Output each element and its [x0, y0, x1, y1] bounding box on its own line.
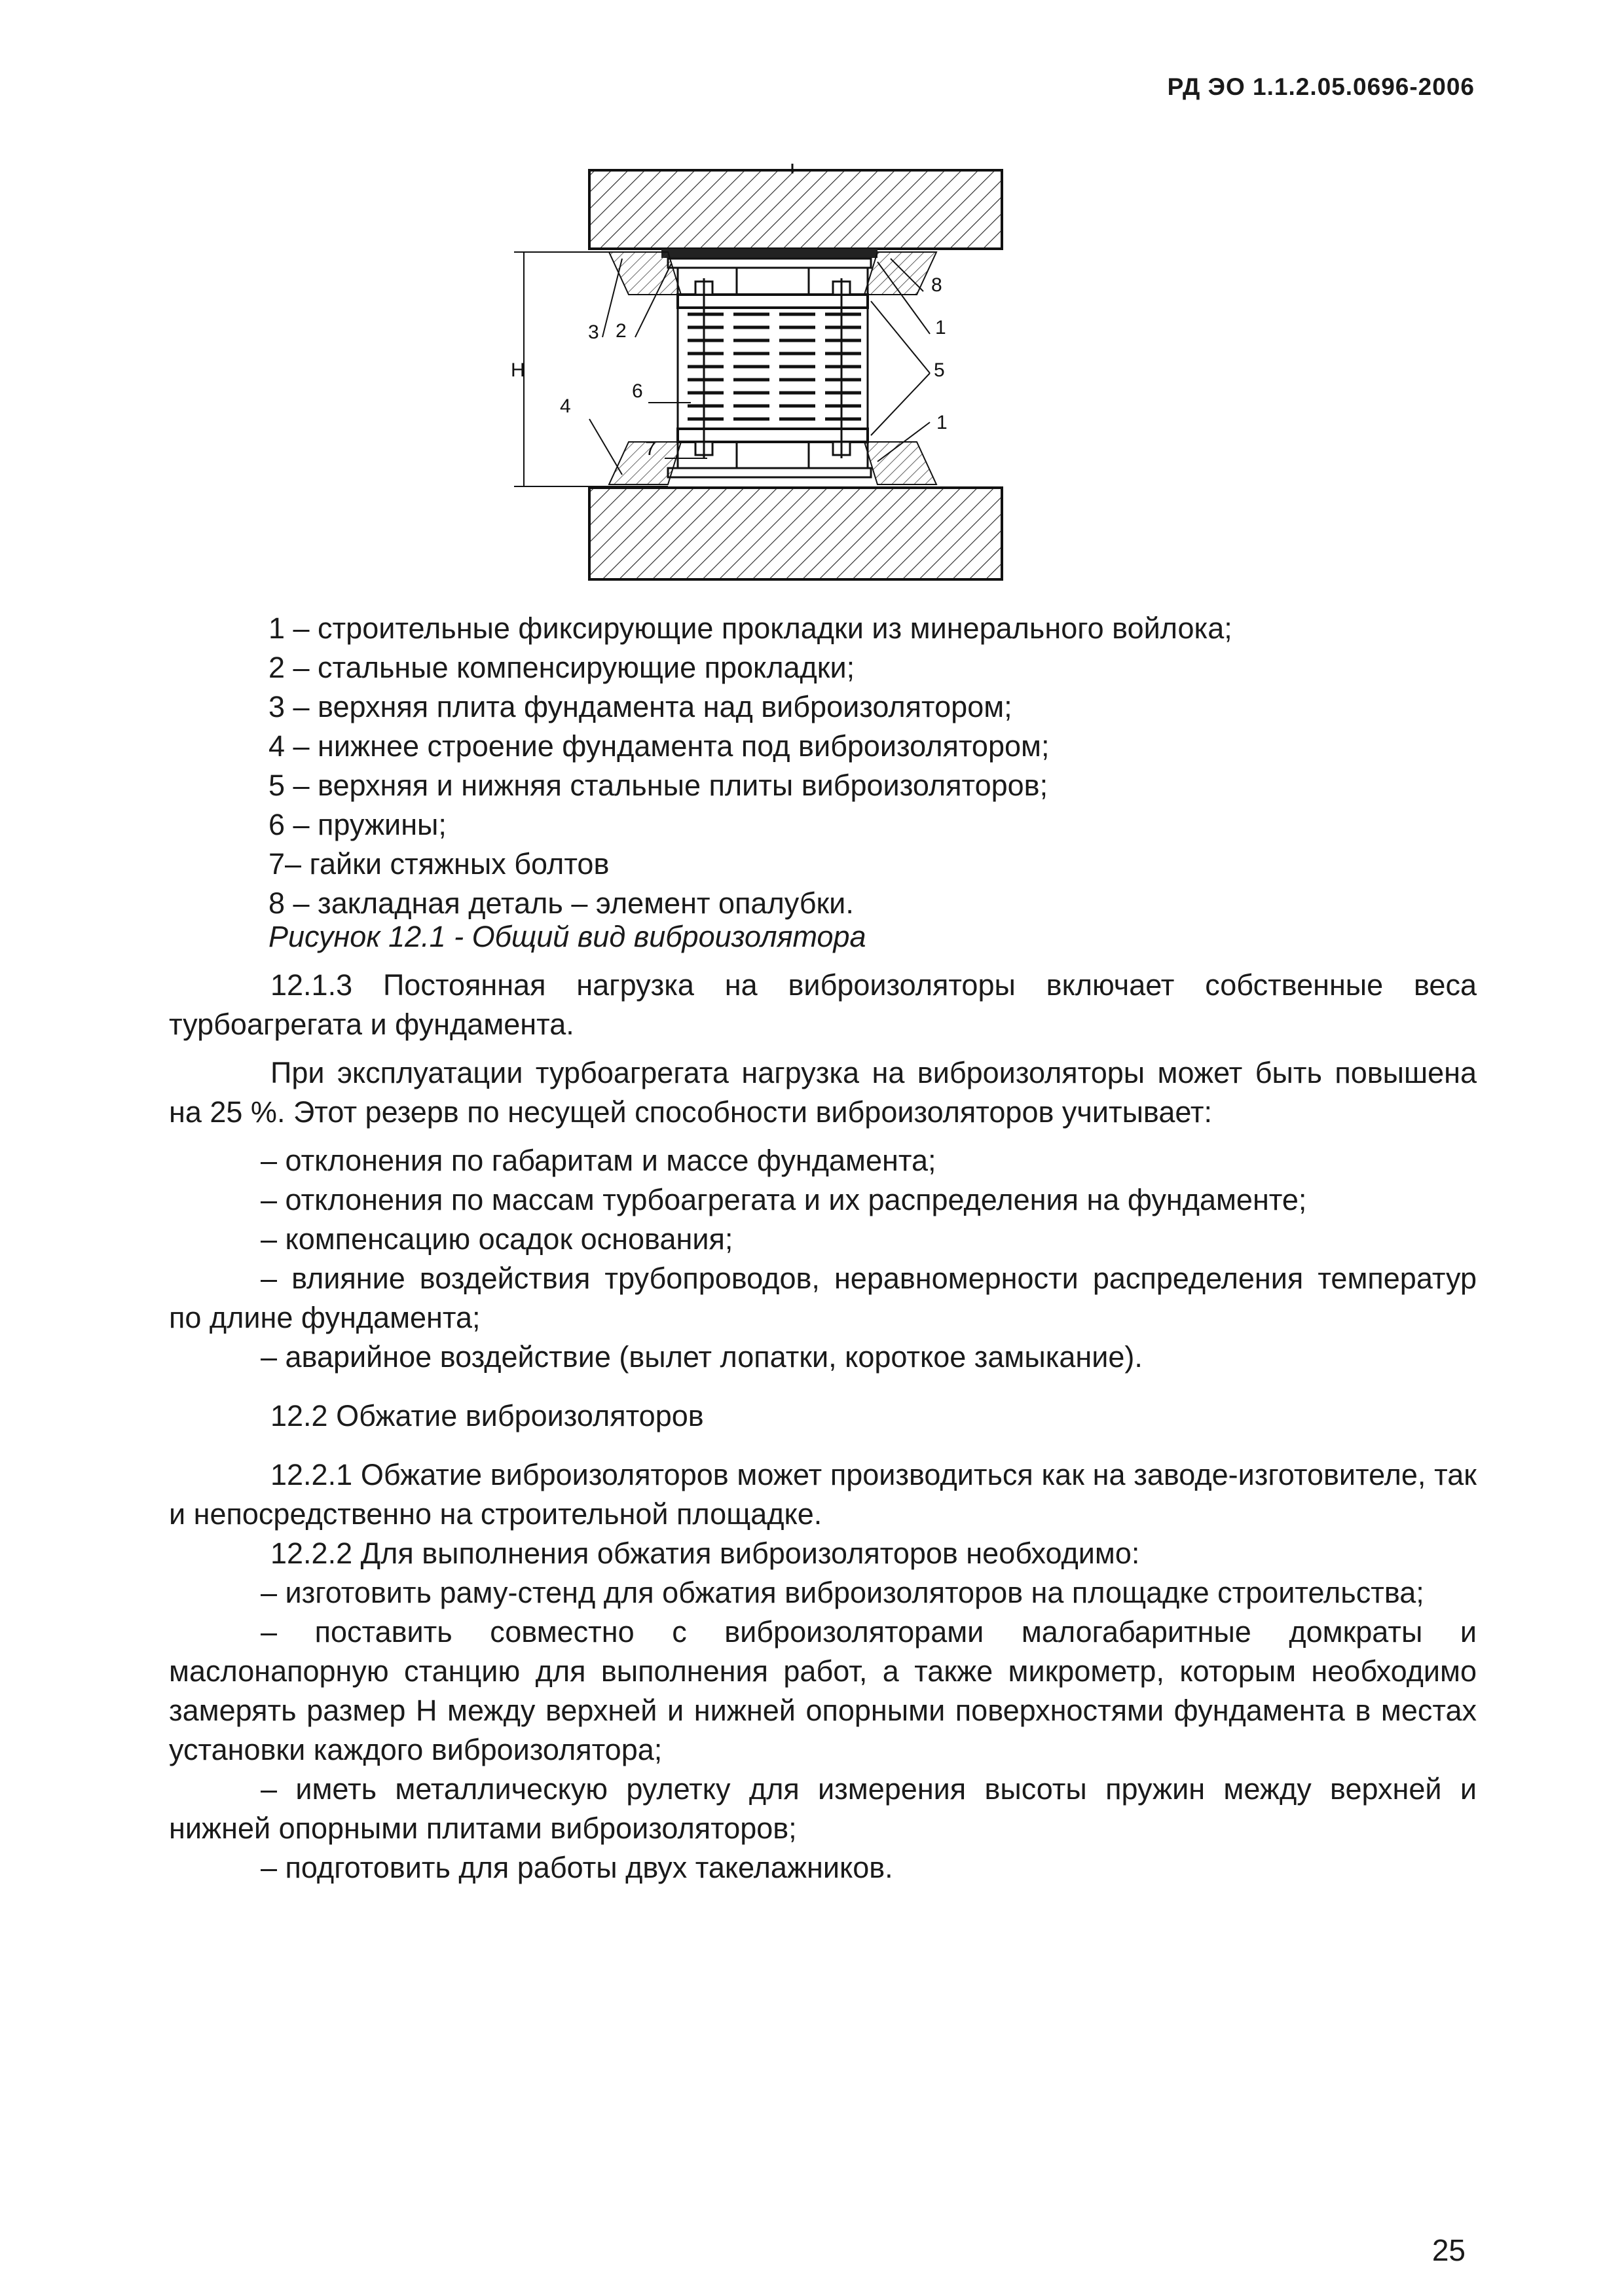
figure-legend [268, 609, 1232, 923]
upper-foundation-slab [589, 170, 1002, 249]
list-item: – влияние воздействия трубопроводов, неравномерности распределения температур по длине фундамента; [169, 1262, 1477, 1334]
list-item: – аварийное воздействие (вылет лопатки, короткое замыкание). [261, 1340, 1143, 1374]
section-heading: 12.2 Обжатие виброизоляторов [270, 1399, 704, 1432]
paragraph: 12.1.3 Постоянная нагрузка на виброизоляторы включает собственные веса турбоагрегата и фундамента. [169, 968, 1477, 1041]
callout-label: 4 [560, 395, 571, 417]
list-item: – отклонения по габаритам и массе фундамента; [261, 1144, 936, 1177]
list-item: – отклонения по массам турбоагрегата и их распределения на фундаменте; [261, 1183, 1307, 1216]
dimension-label: Н [511, 359, 525, 381]
springs [688, 314, 861, 419]
felt-pad-top-right [864, 252, 936, 295]
list-item: – компенсацию осадок основания; [261, 1222, 733, 1256]
callout-label: 5 [934, 359, 945, 381]
legend-item: 5 – верхняя и нижняя стальные плиты виброизоляторов; [268, 769, 1048, 802]
list-item: – иметь металлическую рулетку для измерения высоты пружин между верхней и нижней опорными плитами виброизоляторов; [169, 1772, 1477, 1845]
legend-item: 3 – верхняя плита фундамента над виброизолятором; [268, 690, 1012, 723]
steel-shims [668, 259, 871, 268]
list-item: – поставить совместно с виброизоляторами малогабаритные домкраты и маслонапорную станцию для выполнения работ, а также микрометр, которым необходимо замерять размер Н между верхней и нижней опорными поверхностями фундамента в местах установки каждого виброизолятора; [169, 1615, 1477, 1766]
embedded-part [661, 249, 877, 258]
callout-label: 2 [616, 320, 627, 342]
callout-label: 7 [645, 438, 656, 460]
paragraph: При эксплуатации турбоагрегата нагрузка на виброизоляторы может быть повышена на 25 %. Этот резерв по несущей способности виброизоляторов учитывает: [169, 1056, 1477, 1129]
body-text [169, 966, 1477, 1887]
legend-item: 2 – стальные компенсирующие прокладки; [268, 651, 855, 684]
callout-label: 1 [936, 412, 948, 433]
vibration-isolator-drawing [511, 154, 1022, 589]
paragraph: 12.2.2 Для выполнения обжатия виброизоляторов необходимо: [270, 1537, 1140, 1570]
paragraph: 12.2.1 Обжатие виброизоляторов может производиться как на заводе-изготовителе, так и непосредственно на строительной площадке. [169, 1458, 1477, 1531]
legend-item: 7– гайки стяжных болтов [268, 847, 610, 881]
callout-label: 3 [588, 321, 599, 343]
legend-item: 8 – закладная деталь – элемент опалубки. [268, 886, 854, 920]
lower-steel-plate [678, 429, 868, 442]
felt-pad-bottom-right [864, 442, 936, 484]
upper-steel-plate [678, 295, 868, 308]
legend-item: 4 – нижнее строение фундамента под виброизолятором; [268, 729, 1050, 763]
legend-item: 1 – строительные фиксирующие прокладки из минерального войлока; [268, 611, 1232, 645]
figure-caption: Рисунок 12.1 - Общий вид виброизолятора [268, 920, 866, 953]
callout-label: 1 [935, 317, 946, 338]
legend-item: 6 – пружины; [268, 808, 447, 841]
list-item: – изготовить раму-стенд для обжатия виброизоляторов на площадке строительства; [261, 1576, 1424, 1609]
callout-label: 6 [632, 380, 643, 402]
lower-foundation-slab [589, 488, 1002, 579]
list-item: – подготовить для работы двух такелажников. [261, 1851, 893, 1884]
callout-label: 8 [931, 274, 942, 296]
page-number: 25 [1431, 2233, 1466, 2267]
document-code: РД ЭО 1.1.2.05.0696-2006 [1167, 73, 1475, 100]
